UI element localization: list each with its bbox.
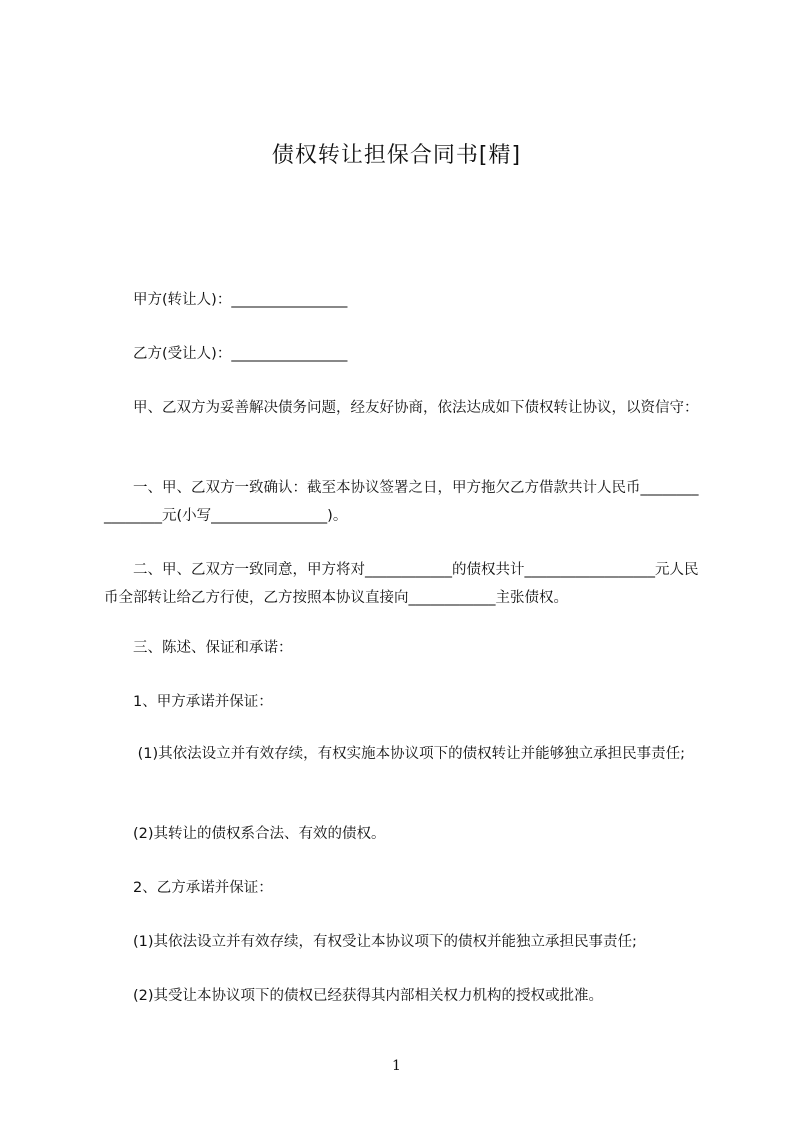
party-a-warranties-heading: 1、甲方承诺并保证： [104,694,273,710]
party-b-warranty-2: (2)其受让本协议项下的债权已经获得其内部相关权力机构的授权或批准。 [104,988,604,1004]
party-b-warranty-1: (1)其依法设立并有效存续，有权受让本协议项下的债权并能独立承担民事责任; [104,934,637,950]
party-a-line: 甲方(转让人)：________________ [104,292,348,308]
party-b-line: 乙方(受让人)：________________ [104,346,348,362]
clause-2-paragraph: 二、甲、乙双方一致同意，甲方将对____________的债权共计__________________元人民币全部转让给乙方行使，乙方按照本协议直接向____________主张债权。 [104,562,699,606]
document-title: 债权转让担保合同书[精] [271,143,522,168]
party-a-warranty-1: (1)其依法设立并有效存续，有权实施本协议项下的债权转让并能够独立承担民事责任; [104,746,686,762]
clause-3-heading: 三、陈述、保证和承诺： [104,640,293,656]
clause-1-paragraph: 一、甲、乙双方一致确认：截至本协议签署之日，甲方拖欠乙方借款共计人民币________________元(小写________________)。 [104,480,699,524]
page-number: 1 [392,1058,401,1074]
party-a-warranty-2: (2)其转让的债权系合法、有效的债权。 [104,826,386,842]
preamble-paragraph: 甲、乙双方为妥善解决债务问题，经友好协商，依法达成如下债权转让协议，以资信守： [104,400,699,416]
party-b-warranties-heading: 2、乙方承诺并保证： [104,880,273,896]
